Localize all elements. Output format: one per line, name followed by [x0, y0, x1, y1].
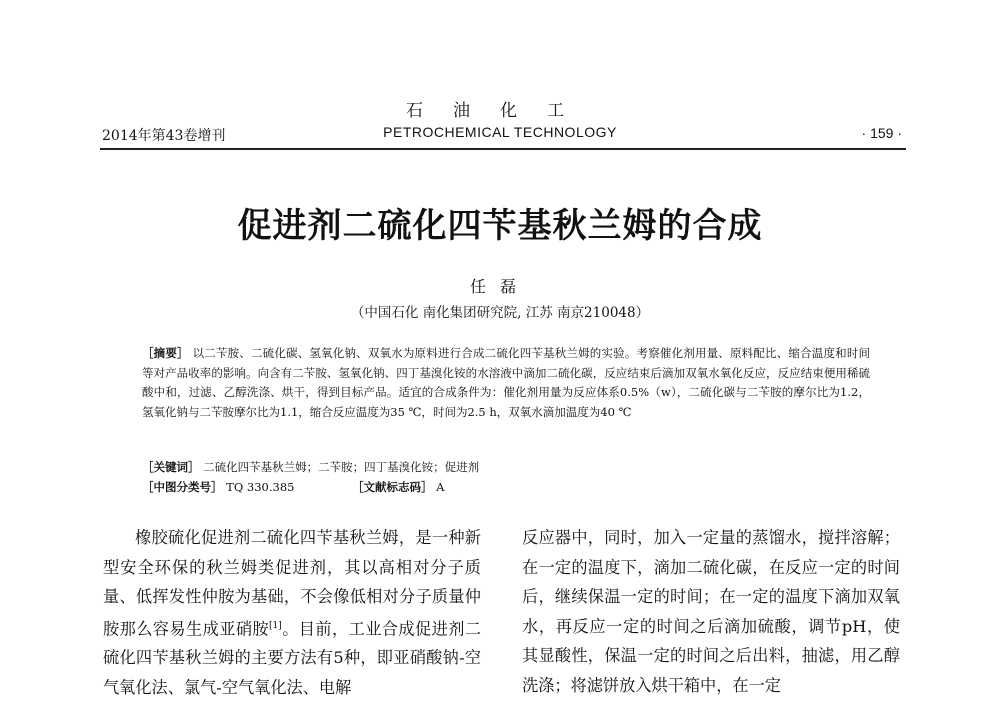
document-code-value: A: [436, 480, 445, 494]
abstract-text: 以二苄胺、二硫化碳、氢氧化钠、双氧水为原料进行合成二硫化四苄基秋兰姆的实验。考察催化剂用量、原料配比、缩合温度和时间等对产品收率的影响。向含有二苄胺、氢氧化钠、四丁基溴化铵的水溶液中滴加二硫化碳，反应结束后滴加双氧水氧化反应，反应结束便用稀硫酸中和，过滤、乙醇洗涤、烘干，得到目标产品。适宜的合成条件为：催化剂用量为反应体系0.5%（w），二硫化碳与二苄胺的摩尔比为1.2，氢氧化钠与二苄胺摩尔比为1.1，缩合反应温度为35 ℃，时间为2.5 h，双氧水滴加温度为40 ℃: [142, 346, 870, 419]
abstract-label: ［摘要］: [142, 346, 189, 360]
journal-name-en: PETROCHEMICAL TECHNOLOGY: [383, 124, 617, 140]
body-left-text-1: 橡胶硫化促进剂二硫化四苄基秋兰姆，是一种新型安全环保的秋兰姆类促进剂，其以高相对分子质量、低挥发性仲胺为基础，不会像低相对分子质量仲胺那么容易生成亚硝胺: [103, 528, 481, 638]
keywords-text: 二硫化四苄基秋兰姆；二苄胺；四丁基溴化铵；促进剂: [203, 460, 480, 474]
classification-code: TQ 330.385: [226, 480, 295, 494]
paper-title: 促进剂二硫化四苄基秋兰姆的合成: [237, 206, 763, 246]
body-left-text-2: 。目前，工业合成促进剂二硫化四苄基秋兰姆的主要方法有5种，即亚硝酸钠-空气氧化法、氯气-空气氧化法、电解: [103, 618, 482, 697]
document-code-label: ［文献标志码］: [352, 480, 433, 494]
author: 任磊: [469, 277, 530, 296]
issue-info: 2014年第43卷增刊: [102, 128, 226, 144]
affiliation: （中国石化 南化集团研究院, 江苏 南京210048）: [350, 305, 650, 321]
classification: [142, 479, 870, 495]
abstract: [142, 344, 870, 422]
document-code: [352, 479, 444, 495]
page-number: · 159 ·: [861, 125, 902, 141]
body-column-right: 反应器中，同时，加入一定量的蒸馏水，搅拌溶解；在一定的温度下，滴加二硫化碳，在反应一定的时间后，继续保温一定的时间；在一定的温度下滴加双氧水，再反应一定的时间之后滴加硫酸，调节pH，使其显酸性，保温一定的时间之后出料，抽滤，用乙醇洗涤；将滤饼放入烘干箱中，在一定: [522, 528, 900, 695]
journal-name-cn: 石油化工: [406, 101, 594, 121]
keywords-label: ［关键词］: [142, 460, 200, 474]
classification-label: ［中图分类号］: [142, 480, 223, 494]
keywords: [142, 459, 870, 475]
body-column-left: [103, 523, 481, 702]
citation-ref: [1]: [269, 620, 282, 631]
header-rule: [100, 148, 906, 150]
